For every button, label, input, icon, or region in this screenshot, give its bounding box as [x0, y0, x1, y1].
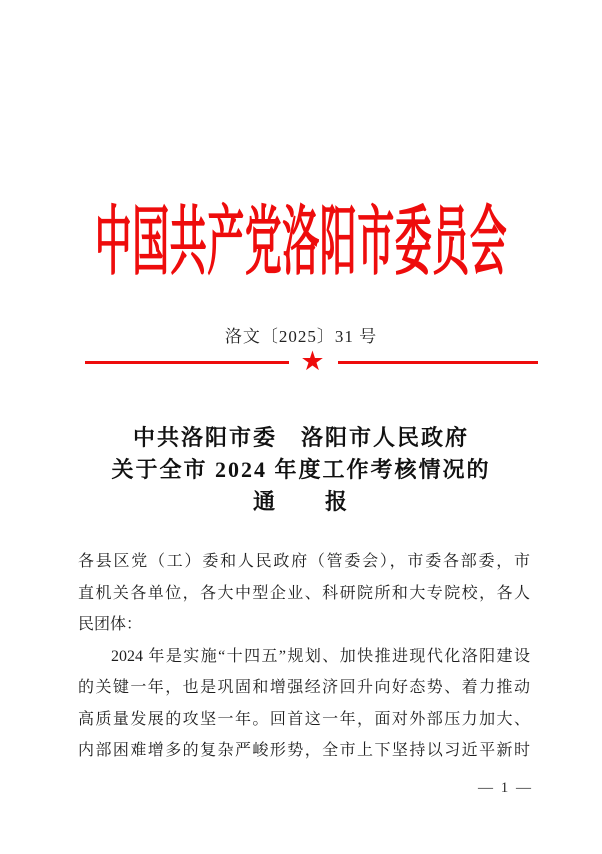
document-body	[78, 546, 530, 767]
body-line: 高质量发展的攻坚一年。回首这一年，面对外部压力加大、	[78, 710, 530, 728]
document-number: 洛文〔2025〕31 号	[224, 327, 378, 346]
body-line: 各县区党（工）委和人民政府（管委会），市委各部委，市	[78, 553, 530, 570]
document-title-line-3: 通 报	[252, 489, 349, 514]
red-separator-right-line	[338, 361, 538, 364]
star-icon: ★	[300, 346, 325, 376]
document-title	[0, 422, 602, 518]
issuing-authority-title: 中国共产党洛阳市委员会	[94, 201, 508, 286]
body-line: 内部困难增多的复杂严峻形势，全市上下坚持以习近平新时	[78, 742, 530, 759]
body-line: 的关键一年，也是巩固和增强经济回升向好态势、着力推动	[78, 679, 530, 696]
document-title-line-2: 关于全市 2024 年度工作考核情况的	[111, 457, 491, 482]
page-number: — 1 —	[478, 780, 533, 796]
body-line: 民团体：	[78, 616, 143, 633]
red-separator-left-line	[85, 361, 289, 364]
body-line: 2024 年是实施“十四五”规划、加快推进现代化洛阳建设	[111, 647, 530, 665]
body-line: 直机关各单位，各大中型企业、科研院所和大专院校，各人	[78, 584, 530, 602]
document-title-line-1: 中共洛阳市委 洛阳市人民政府	[132, 425, 469, 450]
